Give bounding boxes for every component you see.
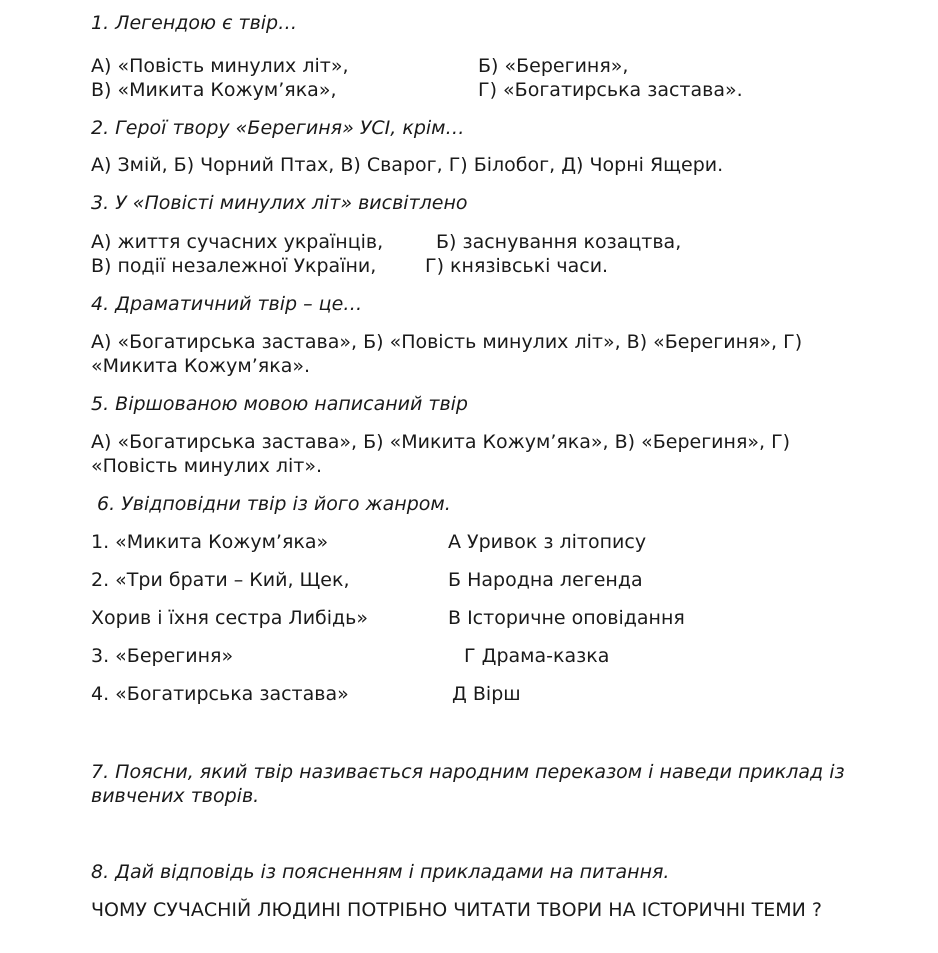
question-3-title: 3. У «Повісті минулих літ» висвітлено [91,192,468,214]
q6-work-3: 3. «Берегиня» [91,645,234,667]
q6-genre-d: Д Вірш [452,683,521,705]
question-1-title: 1. Легендою є твір… [91,12,298,34]
q2-options: А) Змій, Б) Чорний Птах, В) Сварог, Г) Білобог, Д) Чорні Ящери. [91,154,724,176]
question-5-title: 5. Віршованою мовою написаний твір [91,393,468,415]
q6-genre-b: Б Народна легенда [448,569,643,591]
q6-work-2-cont: Хорив і їхня сестра Либідь» [91,607,369,629]
q1-option-b: Б) «Берегиня», [478,55,629,77]
question-2-title: 2. Герої твору «Берегиня» УСІ, крім… [91,117,465,139]
q1-option-v: В) «Микита Кожум’яка», [91,79,337,101]
q4-options: А) «Богатирська застава», Б) «Повість минулих літ», В) «Берегиня», Г) «Микита Кожум’яка». [91,331,803,377]
question-7-title: 7. Поясни, який твір називається народним переказом і наведи приклад із вивчених творів. [91,761,845,807]
q3-option-a: А) життя сучасних українців, [91,231,384,253]
q6-genre-g: Г Драма-казка [464,645,610,667]
q3-option-v: В) події незалежної України, [91,255,377,277]
question-8-text: ЧОМУ СУЧАСНІЙ ЛЮДИНІ ПОТРІБНО ЧИТАТИ ТВОРИ НА ІСТОРИЧНІ ТЕМИ ? [91,899,823,921]
question-6-title: 6. Увідповідни твір із його жанром. [97,493,451,515]
q6-work-1: 1. «Микита Кожум’яка» [91,531,329,553]
q6-work-4: 4. «Богатирська застава» [91,683,349,705]
question-4-title: 4. Драматичний твір – це… [91,293,363,315]
q3-option-g: Г) князівські часи. [425,255,609,277]
q6-genre-a: А Уривок з літопису [448,531,647,553]
q5-options: А) «Богатирська застава», Б) «Микита Кожум’яка», В) «Берегиня», Г) «Повість минулих літ». [91,431,791,477]
q3-option-b: Б) заснування козацтва, [436,231,682,253]
question-8-title: 8. Дай відповідь із поясненням і прикладами на питання. [91,861,670,883]
q1-option-a: А) «Повість минулих літ», [91,55,349,77]
q1-option-g: Г) «Богатирська застава». [478,79,743,101]
q6-genre-v: В Історичне оповідання [448,607,685,629]
q6-work-2: 2. «Три брати – Кий, Щек, [91,569,350,591]
